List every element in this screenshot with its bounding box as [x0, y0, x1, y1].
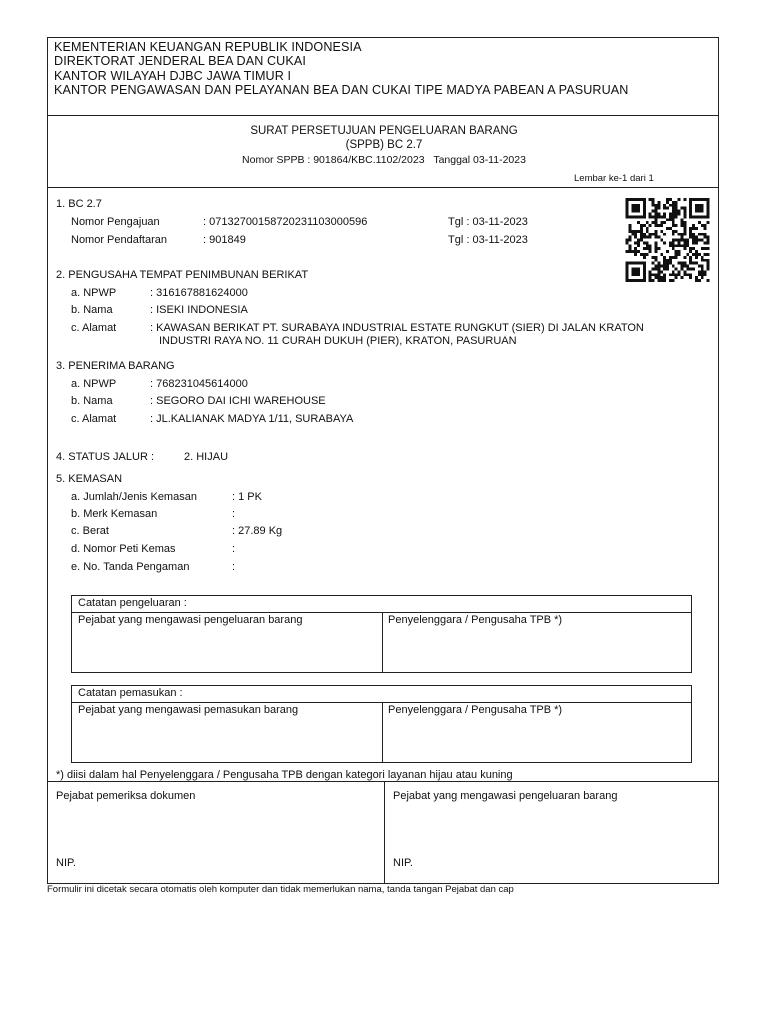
nomor-pengajuan-value: : 07132700158720231103000596 — [203, 216, 368, 228]
pengeluaran-tpb-label: Penyelenggara / Pengusaha TPB *) — [388, 614, 563, 626]
header-office: KANTOR PENGAWASAN DAN PELAYANAN BEA DAN CUKAI TIPE MADYA PABEAN A PASURUAN — [54, 83, 629, 98]
document-examiner-nip: NIP. — [56, 857, 76, 869]
section1-heading: 1. BC 2.7 — [56, 198, 102, 210]
title-divider — [48, 187, 718, 188]
pemasukan-box — [71, 685, 692, 763]
catatan-pemasukan-label: Catatan pemasukan : — [78, 687, 183, 699]
tpb-alamat-line1: : KAWASAN BERIKAT PT. SURABAYA INDUSTRIAL ESTATE RUNGKUT (SIER) DI JALAN KRATON — [150, 322, 644, 334]
pemasukan-column-divider — [382, 702, 383, 762]
receiver-nama-value: : SEGORO DAI ICHI WAREHOUSE — [150, 395, 326, 407]
kemasan-segel-label: e. No. Tanda Pengaman — [71, 561, 190, 573]
tpb-npwp-value: : 316167881624000 — [150, 287, 248, 299]
pengeluaran-officer-label: Pejabat yang mengawasi pengeluaran barang — [78, 614, 303, 626]
status-jalur-label: 4. STATUS JALUR : — [56, 451, 155, 463]
header-directorate: DIREKTORAT JENDERAL BEA DAN CUKAI — [54, 54, 306, 69]
section3-heading: 3. PENERIMA BARANG — [56, 360, 175, 372]
document-title: SURAT PERSETUJUAN PENGELUARAN BARANG — [250, 125, 518, 137]
tpb-alamat-label: c. Alamat — [71, 322, 117, 334]
release-officer-title: Pejabat yang mengawasi pengeluaran barang — [393, 790, 618, 802]
receiver-nama-label: b. Nama — [71, 395, 113, 407]
tpb-nama-value: : ISEKI INDONESIA — [150, 304, 248, 316]
header-regional-office: KANTOR WILAYAH DJBC JAWA TIMUR I — [54, 68, 292, 83]
pemasukan-tpb-label: Penyelenggara / Pengusaha TPB *) — [388, 704, 563, 716]
receiver-npwp-value: : 768231045614000 — [150, 378, 248, 390]
tpb-npwp-label: a. NPWP — [71, 287, 117, 299]
tpb-alamat-line2: INDUSTRI RAYA NO. 11 CURAH DUKUH (PIER), KRATON, PASURUAN — [159, 335, 517, 347]
kemasan-jumlah-label: a. Jumlah/Jenis Kemasan — [71, 491, 197, 503]
document-examiner-title: Pejabat pemeriksa dokumen — [56, 790, 196, 802]
kemasan-merk-value: : — [232, 508, 236, 520]
receiver-alamat-label: c. Alamat — [71, 413, 117, 425]
section2-heading: 2. PENGUSAHA TEMPAT PENIMBUNAN BERIKAT — [56, 269, 309, 281]
section5-heading: 5. KEMASAN — [56, 473, 123, 485]
document-body — [47, 115, 719, 782]
signature-block — [47, 781, 719, 884]
nomor-pengajuan-date: Tgl : 03-11-2023 — [448, 216, 528, 228]
document-number: Nomor SPPB : 901864/KBC.1102/2023 — [242, 154, 425, 166]
auto-print-notice: Formulir ini dicetak secara otomatis oleh komputer dan tidak memerlukan nama, tanda tangan Pejabat dan cap — [47, 884, 514, 895]
qr-code-icon — [624, 198, 711, 282]
kemasan-jumlah-value: : 1 PK — [232, 491, 262, 503]
signature-divider — [384, 782, 385, 883]
pengeluaran-column-divider — [382, 612, 383, 672]
nomor-pendaftaran-value: : 901849 — [203, 234, 246, 246]
nomor-pengajuan-label: Nomor Pengajuan — [71, 216, 160, 228]
document-date: Tanggal 03-11-2023 — [433, 154, 526, 166]
document-subtitle: (SPPB) BC 2.7 — [345, 139, 423, 151]
document-number-line — [48, 153, 720, 167]
header-ministry: KEMENTERIAN KEUANGAN REPUBLIK INDONESIA — [54, 40, 362, 54]
kemasan-berat-label: c. Berat — [71, 525, 109, 537]
pengeluaran-box — [71, 595, 692, 673]
catatan-pengeluaran-label: Catatan pengeluaran : — [78, 597, 187, 609]
sheet-indicator: Lembar ke-1 dari 1 — [574, 173, 654, 184]
kemasan-segel-value: : — [232, 561, 236, 573]
kemasan-berat-value: : 27.89 Kg — [232, 525, 283, 537]
tpb-nama-label: b. Nama — [71, 304, 113, 316]
receiver-alamat-value: : JL.KALIANAK MADYA 1/11, SURABAYA — [150, 413, 354, 425]
kemasan-peti-label: d. Nomor Peti Kemas — [71, 543, 176, 555]
pemasukan-officer-label: Pejabat yang mengawasi pemasukan barang — [78, 704, 299, 716]
kemasan-peti-value: : — [232, 543, 236, 555]
office-header — [47, 37, 719, 115]
footnote: *) diisi dalam hal Penyelenggara / Pengusaha TPB dengan kategori layanan hijau atau kuning — [56, 769, 513, 781]
nomor-pendaftaran-label: Nomor Pendaftaran — [71, 234, 167, 246]
status-jalur-value: 2. HIJAU — [184, 451, 229, 463]
kemasan-merk-label: b. Merk Kemasan — [71, 508, 158, 520]
nomor-pendaftaran-date: Tgl : 03-11-2023 — [448, 234, 528, 246]
receiver-npwp-label: a. NPWP — [71, 378, 117, 390]
release-officer-nip: NIP. — [393, 857, 413, 869]
